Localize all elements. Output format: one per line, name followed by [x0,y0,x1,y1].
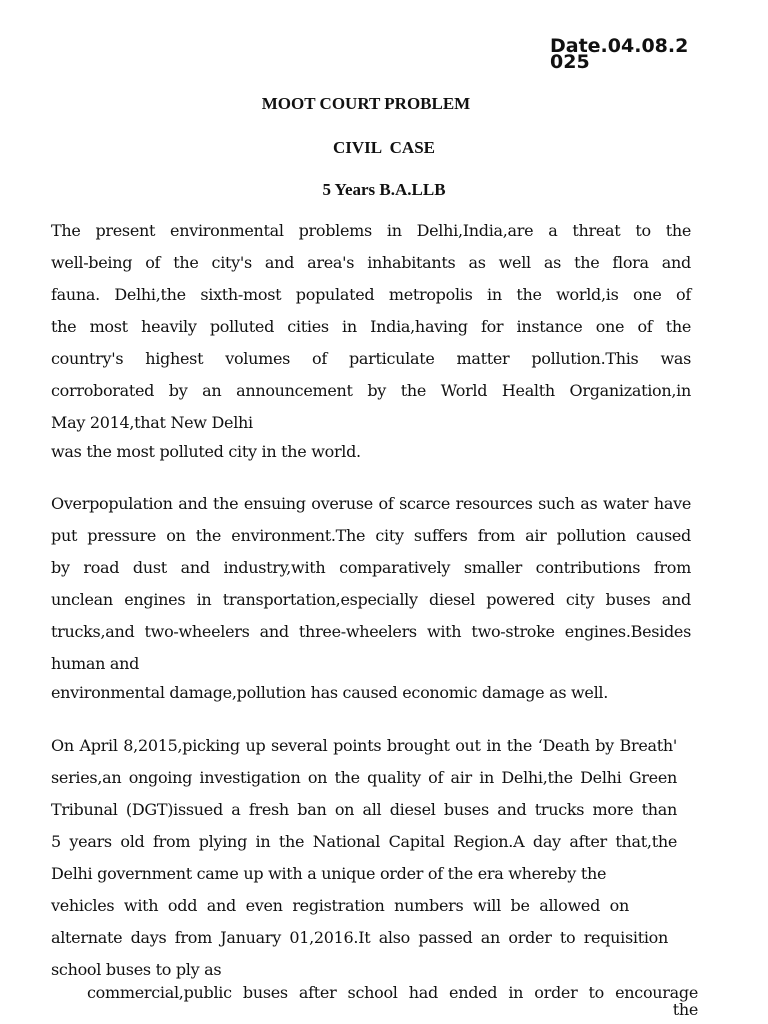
paragraph-line: school buses to ply as [51,960,222,979]
paragraph-line: vehicles with odd and even registration numbers will be allowed on [51,896,629,915]
paragraph-line: fauna. Delhi,the sixth-most populated metropolis in the world,is one of [51,285,691,304]
paragraph-3 [51,730,677,986]
case-type-heading: CIVIL CASE [332,138,436,157]
paragraph-2 [51,488,691,706]
paragraph-line: by road dust and industry,with comparatively smaller contributions from [51,558,691,577]
paragraph-line: series,an ongoing investigation on the quality of air in Delhi,the Delhi Green [51,768,677,787]
paragraph-4 [87,978,698,1018]
paragraph-line: Tribunal (DGT)issued a fresh ban on all diesel buses and trucks more than [51,800,677,819]
paragraph-line: the [672,1000,698,1019]
paragraph-line: human and [51,654,140,673]
paragraph-line: country's highest volumes of particulate matter pollution.This was [51,349,691,368]
document-title: MOOT COURT PROBLEM [261,94,471,113]
paragraph-line: The present environmental problems in Delhi,India,are a threat to the [51,221,691,240]
paragraph-line: unclean engines in transportation,especially diesel powered city buses and [51,590,691,609]
paragraph-line: Delhi government came up with a unique order of the era whereby the [51,864,607,883]
paragraph-line: put pressure on the environment.The city suffers from air pollution caused [51,526,691,545]
course-heading: 5 Years B.A.LLB [322,180,446,199]
document-date: Date.04.08.2025 [550,35,689,73]
paragraph-line: well-being of the city's and area's inhabitants as well as the flora and [51,253,691,272]
paragraph-line: corroborated by an announcement by the World Health Organization,in [51,381,691,400]
paragraph-1 [51,215,691,465]
paragraph-line: trucks,and two-wheelers and three-wheelers with two-stroke engines.Besides [51,622,691,641]
paragraph-line: environmental damage,pollution has caused economic damage as well. [51,683,609,702]
paragraph-line: 5 years old from plying in the National Capital Region.A day after that,the [51,832,677,851]
paragraph-line: alternate days from January 01,2016.It also passed an order to requisition [51,928,668,947]
paragraph-line: the most heavily polluted cities in India,having for instance one of the [51,317,691,336]
paragraph-line: Overpopulation and the ensuing overuse of scarce resources such as water have [51,494,691,513]
paragraph-line: On April 8,2015,picking up several points brought out in the ‘Death by Breath' [51,736,677,755]
paragraph-line: was the most polluted city in the world. [51,442,361,461]
paragraph-line: commercial,public buses after school had ended in order to encourage [87,983,698,1002]
paragraph-line: May 2014,that New Delhi [51,413,253,432]
